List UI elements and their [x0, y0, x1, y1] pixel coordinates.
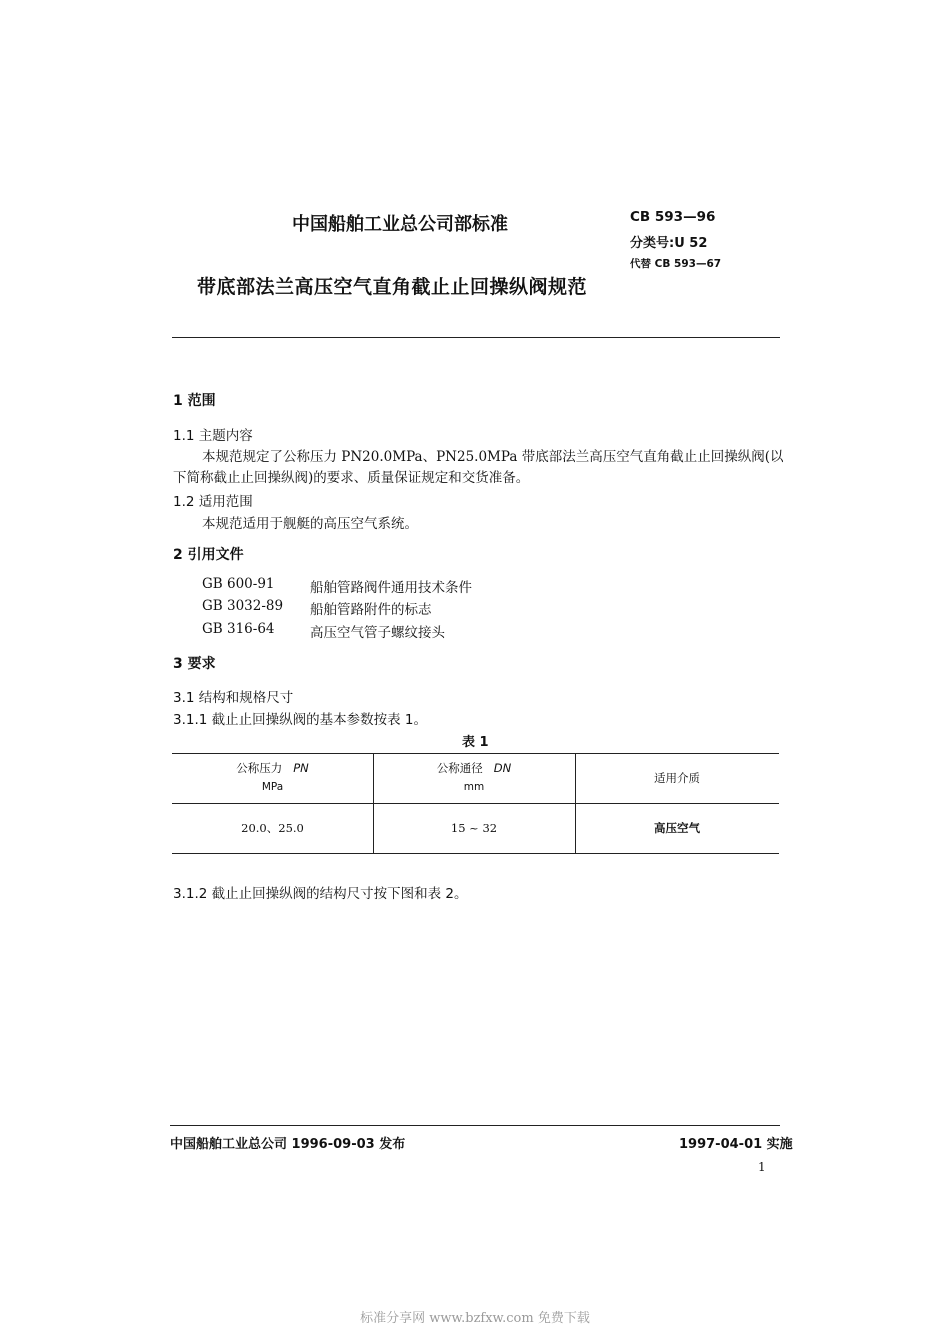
- parameters-table: [172, 753, 779, 854]
- replaces-standard: 代替 CB 593—67: [630, 258, 722, 270]
- table-bottom-rule: [172, 853, 779, 854]
- section-1-2-text: 本规范适用于舰艇的高压空气系统。: [202, 516, 418, 532]
- ref-code: GB 600-91: [202, 576, 275, 592]
- header-cell-pressure: [172, 759, 373, 796]
- header-unit: mm: [463, 781, 485, 793]
- section-3-1-2: 3.1.2 截止止回操纵阀的结构尺寸按下图和表 2。: [173, 886, 468, 902]
- table-top-rule: [172, 753, 779, 754]
- page-number: 1: [758, 1160, 766, 1174]
- watermark-text: 标准分享网 www.bzfxw.com 免费下载: [360, 1311, 590, 1326]
- header-symbol: DN: [493, 761, 512, 775]
- cell-pressure-value: 20.0、25.0: [241, 821, 304, 835]
- standard-number: CB 593—96: [630, 209, 716, 225]
- table-caption: 表 1: [462, 735, 489, 750]
- org-standard-title: 中国船舶工业总公司部标准: [292, 214, 508, 235]
- effective-date: 1997-04-01 实施: [679, 1137, 793, 1152]
- table-header-rule: [172, 803, 779, 804]
- section-1-1-line1: 本规范规定了公称压力 PN20.0MPa、PN25.0MPa 带底部法兰高压空气直角截止止回操纵阀(以: [202, 449, 784, 465]
- header-cell-medium: [575, 769, 779, 787]
- header-unit: MPa: [261, 781, 284, 793]
- ref-name: 高压空气管子螺纹接头: [310, 625, 445, 641]
- header-symbol: PN: [293, 761, 309, 775]
- section-3-1-title: 3.1 结构和规格尺寸: [173, 690, 294, 706]
- ref-name: 船舶管路附件的标志: [310, 602, 432, 618]
- issue-date: 中国船舶工业总公司 1996-09-03 发布: [170, 1137, 406, 1152]
- header-label: 适用介质: [654, 771, 700, 785]
- section-1-1-line2: 下简称截止止回操纵阀)的要求、质量保证规定和交货准备。: [173, 470, 530, 486]
- ref-name: 船舶管路阀件通用技术条件: [310, 580, 472, 596]
- header-divider: [172, 337, 780, 338]
- ref-code: GB 3032-89: [202, 598, 284, 614]
- section-1-2-title: 1.2 适用范围: [173, 494, 253, 510]
- cell-diameter-value: 15 ~ 32: [450, 821, 498, 835]
- footer-divider: [170, 1125, 780, 1126]
- header-label: 公称压力: [236, 761, 283, 775]
- classification-number: 分类号:U 52: [630, 236, 708, 251]
- section-3-title: 3 要求: [173, 656, 216, 672]
- header-label: 公称通径: [436, 761, 483, 775]
- cell-medium-value: 高压空气: [654, 821, 700, 835]
- section-1-title: 1 范围: [173, 393, 216, 409]
- section-2-title: 2 引用文件: [173, 547, 244, 563]
- section-3-1-1: 3.1.1 截止止回操纵阀的基本参数按表 1。: [173, 712, 428, 728]
- section-1-1-title: 1.1 主题内容: [173, 428, 253, 444]
- header-cell-diameter: [373, 759, 575, 796]
- document-title: 带底部法兰高压空气直角截止止回操纵阀规范: [197, 276, 588, 298]
- ref-code: GB 316-64: [202, 621, 275, 637]
